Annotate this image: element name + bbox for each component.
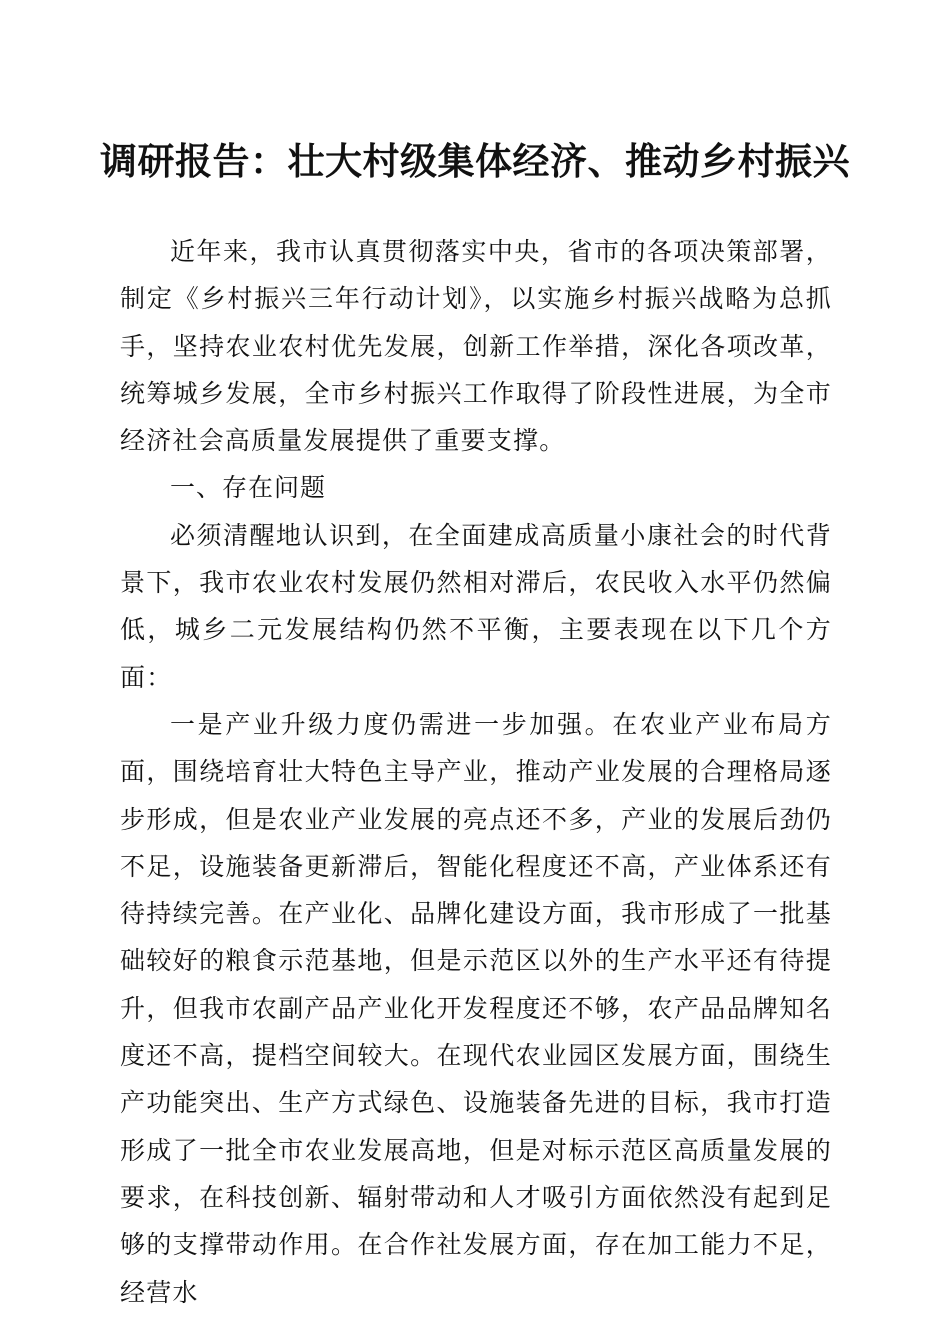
point-text: 在农业产业布局方面，围绕培育壮大特色主导产业，推动产业发展的合理格局逐步形成，但是农业产业发展的亮点还不多，产业的发展后劲仍不足，设施装备更新滞后，智能化程度还不高，产业体系还有待持续完善。在产业化、品牌化建设方面，我市形成了一批基础较好的粮食示范基地，但是示范区以外的生产水平还有待提升，但我市农副产品产业化开发程度还不够，农产品品牌知名度还不高，提档空间较大。在现代农业园区发展方面，围绕生产功能突出、生产方式绿色、设施装备先进的目标，我市打造形成了一批全市农业发展高地，但是对标示范区高质量发展的要求，在科技创新、辐射带动和人才吸引方面依然没有起到足够的支撑带动作用。在合作社发展方面，存在加工能力不足，经营水 [120, 709, 832, 1307]
point-lead: 一是产业升级力度仍需进一步加强。 [170, 709, 613, 739]
point-paragraph [120, 701, 832, 1316]
section-intro-paragraph: 必须清醒地认识到，在全面建成高质量小康社会的时代背景下，我市农业农村发展仍然相对滞后，农民收入水平仍然偏低，城乡二元发展结构仍然不平衡，主要表现在以下几个方面： [120, 520, 832, 692]
document-title: 调研报告：壮大村级集体经济、推动乡村振兴 [100, 139, 850, 183]
section-heading: 一、存在问题 [170, 473, 327, 503]
document-body [120, 228, 832, 1316]
intro-paragraph: 近年来，我市认真贯彻落实中央，省市的各项决策部署，制定《乡村振兴三年行动计划》，以实施乡村振兴战略为总抓手，坚持农业农村优先发展，创新工作举措，深化各项改革，统筹城乡发展，全市乡村振兴工作取得了阶段性进展，为全市经济社会高质量发展提供了重要支撑。 [120, 237, 832, 456]
